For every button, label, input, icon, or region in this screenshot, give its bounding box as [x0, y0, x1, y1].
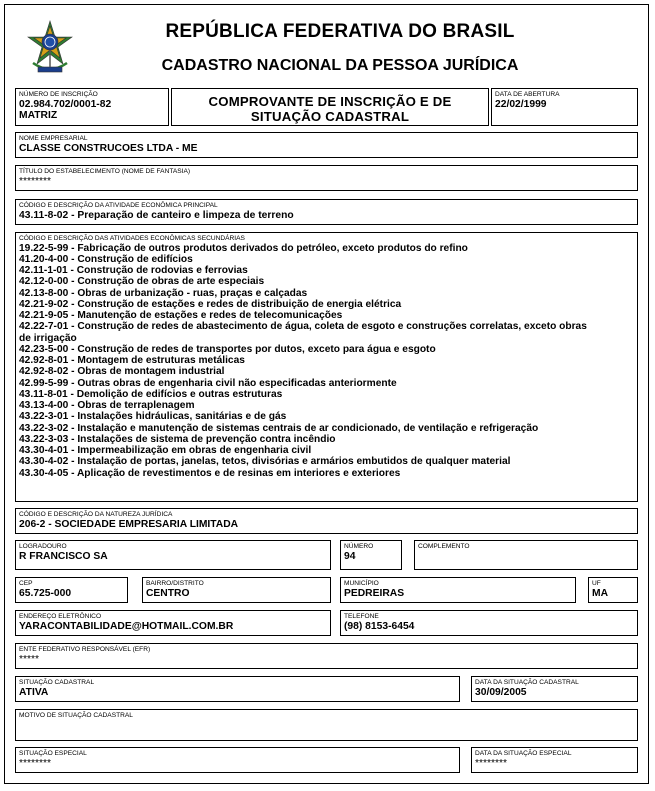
atividade-secundaria-item: 43.30-4-01 - Impermeabilização em obras de engenharia civil	[19, 445, 312, 456]
data-situacao-label: DATA DA SITUAÇÃO CADASTRAL	[475, 679, 579, 686]
nome-empresarial-box	[15, 132, 638, 158]
telefone-label: TELEFONE	[344, 613, 379, 620]
telefone-value: (98) 8153-6454	[344, 620, 415, 632]
situacao-especial-value: ********	[19, 757, 52, 769]
atividade-secundaria-item: 42.12-0-00 - Construção de obras de arte especiais	[19, 276, 265, 288]
data-situacao-box	[471, 676, 638, 702]
comprovante-box	[171, 88, 489, 126]
atividade-secundaria-item: 42.21-9-02 - Construção de estações e redes de distribuição de energia elétrica	[19, 298, 402, 310]
atividade-secundaria-item: 43.22-3-03 - Instalações de sistema de prevenção contra incêndio	[19, 433, 336, 445]
email-box	[15, 610, 331, 636]
abertura-box	[491, 88, 638, 126]
nome-empresarial-value: CLASSE CONSTRUCOES LTDA - ME	[19, 142, 198, 154]
atividade-secundaria-item: 42.21-9-05 - Manutenção de estações e redes de telecomunicações	[19, 310, 343, 321]
bairro-box	[142, 577, 331, 603]
uf-label: UF	[592, 580, 601, 587]
atividades-secundarias-box	[15, 232, 638, 502]
efr-value: *****	[19, 653, 40, 665]
situacao-box	[15, 676, 460, 702]
cep-value: 65.725-000	[19, 587, 72, 599]
data-situacao-especial-value: ********	[475, 757, 508, 769]
bairro-value: CENTRO	[146, 587, 190, 599]
telefone-box	[340, 610, 638, 636]
numero-value: 94	[344, 550, 356, 562]
email-value: YARACONTABILIDADE@HOTMAIL.COM.BR	[19, 620, 234, 632]
atividade-secundaria-item: 42.13-8-00 - Obras de urbanização - ruas, praças e calçadas	[19, 287, 308, 299]
atividade-secundaria-item: 41.20-4-00 - Construção de edifícios	[19, 253, 193, 265]
atividade-secundaria-item: 43.13-4-00 - Obras de terraplenagem	[19, 400, 195, 411]
atividades-secundarias-label: CÓDIGO E DESCRIÇÃO DAS ATIVIDADES ECONÔMICAS SECUNDÁRIAS	[19, 235, 245, 242]
motivo-label: MOTIVO DE SITUAÇÃO CADASTRAL	[19, 712, 133, 719]
cep-box	[15, 577, 128, 603]
comprovante-line2: SITUAÇÃO CADASTRAL	[250, 109, 410, 124]
atividade-secundaria-item: 42.22-7-01 - Construção de redes de abastecimento de água, coleta de esgoto e construções correlatas, exceto obras	[19, 321, 587, 333]
inscricao-type: MATRIZ	[19, 109, 58, 121]
bairro-label: BAIRRO/DISTRITO	[146, 580, 204, 587]
atividade-secundaria-item: 19.22-5-99 - Fabricação de outros produtos derivados do petróleo, exceto produtos do refino	[19, 242, 468, 254]
cep-label: CEP	[19, 580, 33, 587]
fantasia-label: TÍTULO DO ESTABELECIMENTO (NOME DE FANTASIA)	[19, 168, 191, 175]
municipio-box	[340, 577, 576, 603]
natureza-juridica-label: CÓDIGO E DESCRIÇÃO DA NATUREZA JURÍDICA	[19, 511, 173, 518]
nome-empresarial-label: NOME EMPRESARIAL	[19, 135, 88, 142]
atividade-secundaria-item: 42.99-5-99 - Outras obras de engenharia civil não especificadas anteriormente	[19, 377, 397, 389]
data-situacao-value: 30/09/2005	[475, 686, 527, 698]
atividade-secundaria-item: 43.30-4-05 - Aplicação de revestimentos e de resinas em interiores e exteriores	[19, 467, 401, 479]
brazil-coat-of-arms-icon	[25, 19, 75, 81]
municipio-label: MUNICÍPIO	[344, 580, 379, 587]
atividade-secundaria-item: 43.11-8-01 - Demolição de edifícios e outras estruturas	[19, 388, 283, 400]
atividade-secundaria-item: 42.11-1-01 - Construção de rodovias e ferrovias	[19, 265, 248, 276]
situacao-value: ATIVA	[19, 686, 49, 698]
atividade-principal-box	[15, 199, 638, 225]
numero-label: NÚMERO	[344, 543, 374, 550]
situacao-especial-box	[15, 747, 460, 773]
atividade-secundaria-item: 43.22-3-02 - Instalação e manutenção de sistemas centrais de ar condicionado, de ventilação e refrigeração	[19, 422, 539, 434]
logradouro-box	[15, 540, 331, 570]
natureza-juridica-box	[15, 508, 638, 534]
atividades-secundarias-list	[16, 243, 637, 479]
fantasia-value: ********	[19, 175, 52, 187]
email-label: ENDEREÇO ELETRÔNICO	[19, 613, 102, 620]
data-situacao-especial-label: DATA DA SITUAÇÃO ESPECIAL	[475, 750, 572, 757]
atividade-secundaria-item: 42.92-8-02 - Obras de montagem industrial	[19, 366, 225, 378]
efr-label: ENTE FEDERATIVO RESPONSÁVEL (EFR)	[19, 646, 151, 653]
uf-box	[588, 577, 638, 603]
complemento-label: COMPLEMENTO	[418, 543, 470, 550]
inscricao-box	[15, 88, 169, 126]
inscricao-label: NÚMERO DE INSCRIÇÃO	[19, 91, 98, 98]
atividade-principal-value: 43.11-8-02 - Preparação de canteiro e limpeza de terreno	[19, 209, 294, 221]
situacao-especial-label: SITUAÇÃO ESPECIAL	[19, 750, 87, 757]
atividade-secundaria-item: de irrigação	[19, 332, 77, 344]
inscricao-number: 02.984.702/0001-82	[19, 98, 112, 110]
cnpj-document	[4, 4, 649, 784]
motivo-box	[15, 709, 638, 741]
situacao-label: SITUAÇÃO CADASTRAL	[19, 679, 95, 686]
comprovante-line1: COMPROVANTE DE INSCRIÇÃO E DE	[208, 94, 452, 109]
logradouro-value: R FRANCISCO SA	[19, 550, 108, 562]
atividade-secundaria-item: 43.30-4-02 - Instalação de portas, janelas, tetos, divisórias e armários embutidos de qualquer material	[19, 456, 511, 468]
uf-value: MA	[592, 587, 609, 599]
efr-box	[15, 643, 638, 669]
document-subtitle: CADASTRO NACIONAL DA PESSOA JURÍDICA	[161, 57, 519, 74]
atividade-secundaria-item: 42.92-8-01 - Montagem de estruturas metálicas	[19, 355, 245, 366]
complemento-box	[414, 540, 638, 570]
natureza-juridica-value: 206-2 - SOCIEDADE EMPRESARIA LIMITADA	[19, 518, 239, 530]
document-title: REPÚBLICA FEDERATIVA DO BRASIL	[165, 21, 515, 42]
atividade-secundaria-item: 42.23-5-00 - Construção de redes de transportes por dutos, exceto para água e esgoto	[19, 343, 436, 355]
abertura-label: DATA DE ABERTURA	[495, 91, 560, 98]
logradouro-label: LOGRADOURO	[19, 543, 67, 550]
numero-box	[340, 540, 402, 570]
atividade-principal-label: CÓDIGO E DESCRIÇÃO DA ATIVIDADE ECONÔMICA PRINCIPAL	[19, 202, 218, 209]
fantasia-box	[15, 165, 638, 191]
atividade-secundaria-item: 43.22-3-01 - Instalações hidráulicas, sanitárias e de gás	[19, 411, 287, 423]
data-situacao-especial-box	[471, 747, 638, 773]
municipio-value: PEDREIRAS	[344, 587, 405, 599]
abertura-value: 22/02/1999	[495, 98, 547, 110]
